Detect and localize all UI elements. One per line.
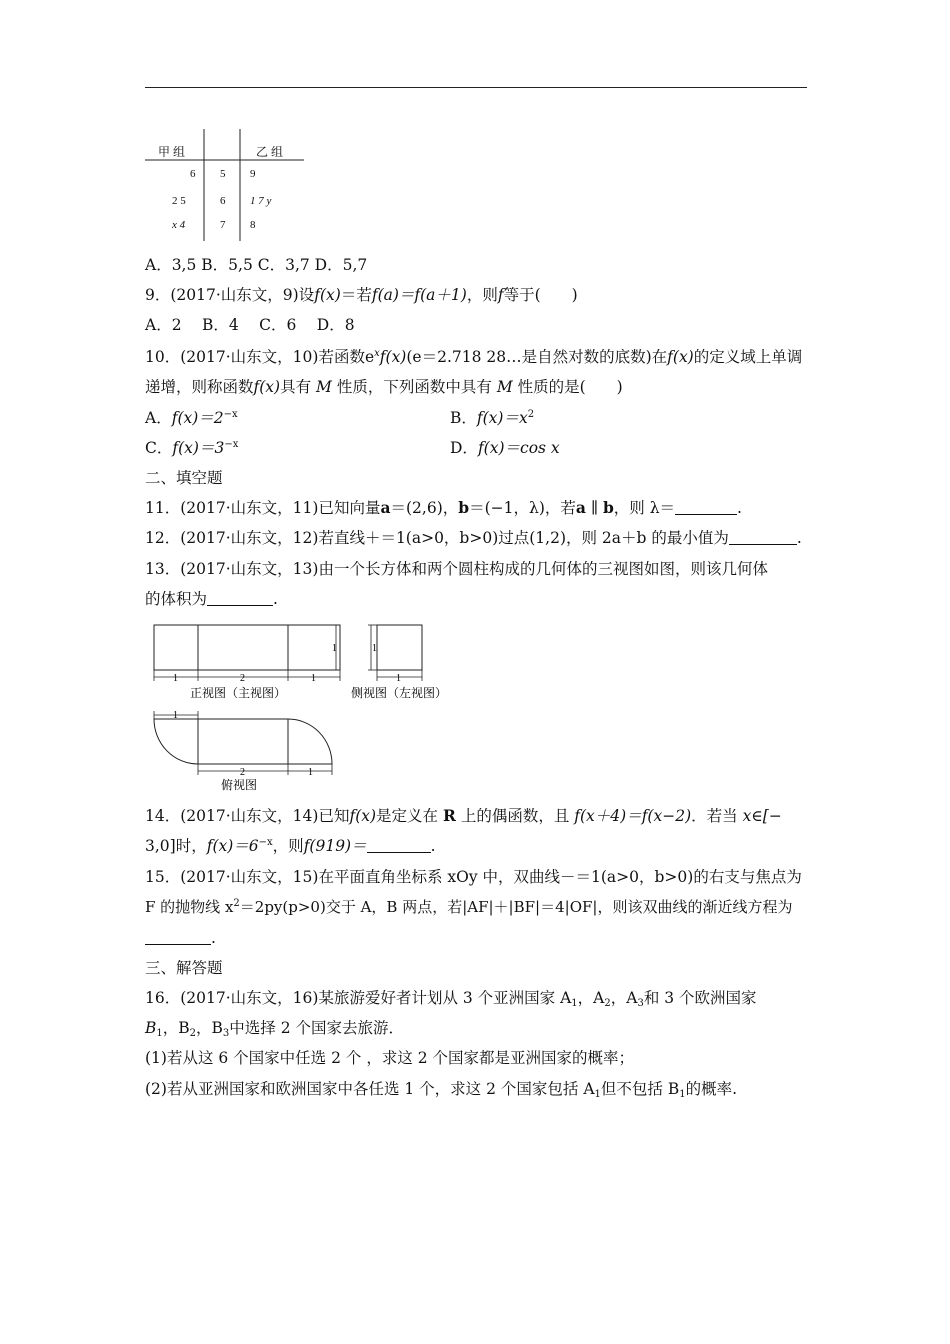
q9-num: 9． <box>145 286 171 304</box>
q11 <box>145 498 742 518</box>
q16-text1b: ，A <box>577 989 605 1007</box>
q16-sub-b3: 3 <box>222 1028 230 1039</box>
dim-top-1a: 1 <box>173 710 178 721</box>
q11-end: . <box>737 499 742 517</box>
q11-vec-b-2: b <box>602 498 614 517</box>
q13-answer-blank[interactable] <box>207 591 273 606</box>
q15-text2sup: 2 <box>233 898 240 909</box>
q10-fx-2: f(x) <box>667 348 694 366</box>
dim-side-height: 1 <box>372 643 377 654</box>
stem-leaf-header-right: 乙 组 <box>256 145 284 159</box>
q9-fx: f(x) <box>314 286 341 304</box>
q10-opt-c-label: C． <box>145 439 173 457</box>
q14-t1: 已知 <box>318 807 350 825</box>
q16-part2b: 但不包括 B <box>600 1080 680 1098</box>
q14-t3: 上的偶函数，且 <box>460 807 570 825</box>
front-view-caption: 正视图（主视图） <box>190 686 287 700</box>
three-view-figure <box>140 615 460 805</box>
stem-leaf-stem-row1: 5 <box>220 168 226 180</box>
q15-text2a: F 的抛物线 x <box>145 898 234 916</box>
q16-b2: ，B <box>162 1019 190 1037</box>
q10-num: 10． <box>145 348 181 366</box>
q14-t4: f(x＋4)＝f(x−2) <box>574 807 692 825</box>
q10-M: M <box>316 378 332 396</box>
q14-line2c: ，则 <box>272 837 304 855</box>
q10-line2c: 性质，下列函数中具有 <box>336 378 492 396</box>
q13-num: 13． <box>145 560 181 578</box>
q10-opt-d-text: f(x)＝cos x <box>477 439 560 457</box>
q11-source: (2017·山东文，11) <box>180 499 319 517</box>
q11-t3: ＝(−1，λ)，若 <box>469 499 576 517</box>
q16-num: 16． <box>145 989 181 1007</box>
q10-opt-c-text: f(x)＝3 <box>172 439 225 457</box>
q15-text2b: ＝2py(p>0)交于 A，B 两点，若|AF|＋|BF|＝4|OF|，则该双曲线的渐近线方程为 <box>239 898 793 916</box>
q8-options: A．3,5 B．5,5 C．3,7 D．5,7 <box>145 256 368 274</box>
q14-num: 14． <box>145 807 181 825</box>
q16-text1c: ，A <box>610 989 638 1007</box>
dim-front-1a: 1 <box>173 673 178 684</box>
q14-line2d: f(919)＝ <box>303 837 367 855</box>
q14-line1 <box>145 806 782 826</box>
q11-par: ∥ <box>585 499 603 517</box>
q16-part2 <box>145 1079 737 1099</box>
q12-source: (2017·山东文，12) <box>180 529 319 547</box>
q9-mid2: ，则 <box>466 286 498 304</box>
stem-leaf-right-row1: 9 <box>250 168 256 180</box>
q14-line2 <box>145 836 436 856</box>
section-solve-title: 三、解答题 <box>145 959 223 977</box>
q13-source: (2017·山东文，13) <box>180 560 319 578</box>
q14-line2b: f(x)＝6 <box>206 837 259 855</box>
top-view-caption: 俯视图 <box>221 778 258 792</box>
q16-text1: 某旅游爱好者计划从 3 个亚洲国家 A <box>318 989 572 1007</box>
q11-t2: ＝(2,6)， <box>390 499 459 517</box>
q10-stem-line1 <box>145 347 802 367</box>
q15-line1 <box>145 867 802 887</box>
q9-tail: 等于( ) <box>503 286 578 304</box>
q12-num: 12． <box>145 529 181 547</box>
q11-vec-a: a <box>380 498 391 517</box>
q11-t1: 已知向量 <box>318 499 381 517</box>
q16-part1: (1)若从这 6 个国家中任选 2 个 ，求这 2 个国家都是亚洲国家的概率； <box>145 1049 635 1067</box>
q16-line2d: 中选择 2 个国家去旅游． <box>229 1019 405 1037</box>
q10-opt-a-text: f(x)＝2 <box>171 409 224 427</box>
stem-leaf-left-row3: x 4 <box>172 219 186 231</box>
q11-t4: ，则 λ＝ <box>613 499 676 517</box>
q16-sub-a3: 3 <box>637 998 644 1009</box>
q12-end: . <box>796 529 802 547</box>
q10-opt-c-exp: −x <box>224 439 239 450</box>
q15-line3 <box>145 928 216 948</box>
q16-part2c: 的概率. <box>685 1080 738 1098</box>
q10-option-d <box>450 438 560 458</box>
q9-source: (2017·山东文，9) <box>170 286 299 304</box>
dim-top-1b: 1 <box>308 767 313 778</box>
q16-source: (2017·山东文，16) <box>180 989 319 1007</box>
q10-option-c <box>145 438 238 458</box>
q10-fx: f(x) <box>379 348 407 366</box>
q12 <box>145 528 802 548</box>
q11-num: 11． <box>145 499 181 517</box>
q14-exp: −x <box>258 837 273 848</box>
q9-pre: 设 <box>298 286 315 304</box>
side-view-caption: 侧视图（左视图） <box>351 686 448 700</box>
q14-line2a: 3,0]时， <box>145 837 207 855</box>
q10-opt-a-exp: −x <box>223 409 238 420</box>
q10-source: (2017·山东文，10) <box>180 348 319 366</box>
q10-M-2: M <box>496 378 513 396</box>
q12-answer-blank[interactable] <box>729 530 797 545</box>
q9-f: f <box>497 286 504 304</box>
q15-text1: 在平面直角坐标系 xOy 中，双曲线－＝1(a>0，b>0)的右支与焦点为 <box>318 868 802 886</box>
q10-opt-d-label: D． <box>450 439 478 457</box>
q14-R: R <box>442 806 456 825</box>
q16-sub-b2: 2 <box>189 1028 197 1039</box>
q10-opt-b-exp: 2 <box>527 409 535 420</box>
stem-leaf-stem-row3: 7 <box>220 219 226 231</box>
q11-answer-blank[interactable] <box>675 500 737 515</box>
q15-end: . <box>211 929 216 947</box>
q15-source: (2017·山东文，15) <box>180 868 319 886</box>
q16-b1: B <box>145 1019 157 1037</box>
dim-front-1b: 1 <box>311 673 316 684</box>
q16-text1d: 和 3 个欧洲国家 <box>643 989 757 1007</box>
dim-front-height: 1 <box>332 643 337 654</box>
q14-t2: 是定义在 <box>376 807 439 825</box>
stem-leaf-left-row1: 6 <box>190 168 196 180</box>
q10-option-a <box>145 408 238 428</box>
q10-e: e <box>364 348 375 366</box>
q13-line1 <box>145 559 768 579</box>
q10-fx-3: f(x) <box>253 378 281 396</box>
q14-end: . <box>430 837 436 855</box>
header-rule <box>145 87 807 88</box>
q10-stem-line2 <box>145 377 623 397</box>
q9-options: A．2 B．4 C．6 D．8 <box>145 316 355 334</box>
q16-sub-a1: 1 <box>571 998 578 1009</box>
stem-leaf-right-row2: 1 7 y <box>250 195 272 207</box>
q10-text2: (e＝2.718 28…是自然对数的底数)在 <box>406 348 668 366</box>
q15-num: 15． <box>145 868 181 886</box>
q15-answer-blank[interactable] <box>145 930 211 945</box>
q16-sub-a2: 2 <box>604 998 611 1009</box>
q9-mid1: ＝若 <box>340 286 372 304</box>
q16-b3: ，B <box>196 1019 223 1037</box>
q14-source: (2017·山东文，14) <box>180 807 319 825</box>
q13-text1: 由一个长方体和两个圆柱构成的几何体的三视图如图，则该几何体 <box>318 560 768 578</box>
q9-stem <box>145 285 578 305</box>
stem-leaf-header-left: 甲 组 <box>158 145 186 159</box>
stem-leaf-stem-row2: 6 <box>220 195 226 207</box>
q16-part2-sub-b1: 1 <box>679 1089 686 1100</box>
q14-t6: x∈[− <box>742 807 782 825</box>
q13-text2: 的体积为 <box>145 590 208 608</box>
q14-t5: ．若当 <box>691 807 738 825</box>
q14-answer-blank[interactable] <box>367 838 431 853</box>
q16-line2 <box>145 1018 404 1038</box>
q10-e-exp: x <box>374 348 380 359</box>
q12-text: 若直线＋＝1(a>0，b>0)过点(1,2)，则 2a＋b 的最小值为 <box>318 529 729 547</box>
stem-leaf-right-row3: 8 <box>250 219 256 231</box>
q16-line1 <box>145 988 757 1008</box>
q13-line2 <box>145 589 278 609</box>
q10-line2b: 具有 <box>280 378 312 396</box>
q16-sub-b1: 1 <box>156 1028 163 1039</box>
q10-option-b <box>450 408 534 428</box>
top-view <box>154 711 332 775</box>
q11-vec-b: b <box>458 498 470 517</box>
dim-front-2: 2 <box>240 673 245 684</box>
q10-line2a: 递增，则称函数 <box>145 378 254 396</box>
stem-leaf-left-row2: 2 5 <box>172 195 186 207</box>
q10-text3: 的定义域上单调 <box>693 348 803 366</box>
q16-part2a: (2)若从亚洲国家和欧洲国家中各任选 1 个，求这 2 个国家包括 A <box>145 1080 595 1098</box>
q10-text1: 若函数 <box>318 348 365 366</box>
q10-opt-a-label: A． <box>145 409 172 427</box>
q14-fx: f(x) <box>349 807 377 825</box>
q15-line2 <box>145 897 792 917</box>
q13-end: . <box>273 590 278 608</box>
section-fill-in-title: 二、填空题 <box>145 469 223 487</box>
q10-opt-b-label: B． <box>450 409 477 427</box>
q16-part2-sub-a1: 1 <box>594 1089 601 1100</box>
q10-opt-b-text: f(x)＝x <box>476 409 528 427</box>
q11-vec-a-2: a <box>575 498 586 517</box>
q10-line2d: 性质的是( ) <box>517 378 623 396</box>
dim-top-2: 2 <box>240 767 245 778</box>
dim-side-width: 1 <box>396 673 401 684</box>
q9-cond: f(a)＝f(a＋1) <box>371 286 467 304</box>
